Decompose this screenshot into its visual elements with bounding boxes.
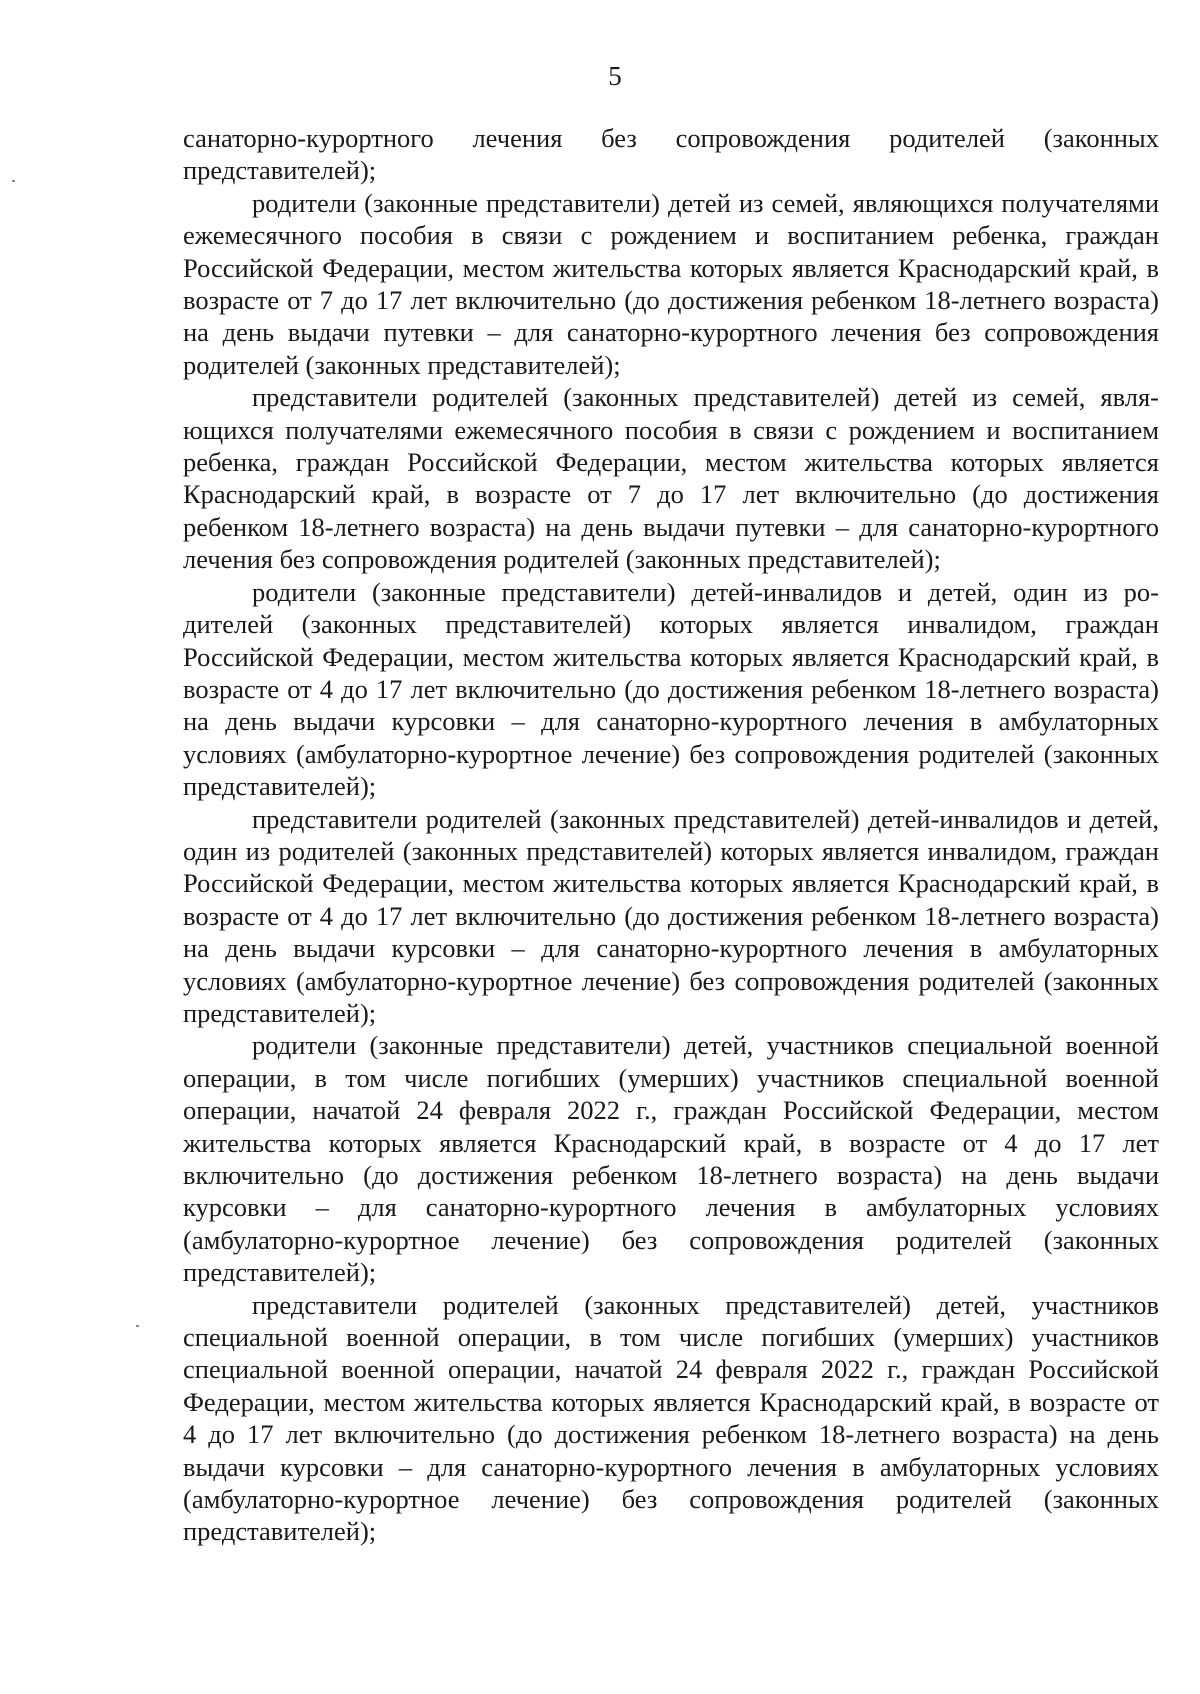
document-body: [183, 122, 1159, 1548]
scan-speck: [136, 1325, 139, 1327]
paragraph-representatives-monthly-allowance: представители родителей (законных представителей) детей из семей, являющихся получателями ежемесячного пособия в связи с рождением и воспитанием ребенка, граждан Российской Федерации, местом жительства которых является Краснодарский край, в возрасте от 7 до 17 лет включительно (до достижения ребенком 18-летнего возраста) на день выдачи путевки – для санаторно-курортного лечения без сопровождения родителей (законных представителей);: [183, 382, 1159, 575]
paragraph-representatives-svo-participants: представители родителей (законных представителей) детей, участников специальной военной операции, в том числе погибших (умерших) участников специальной военной операции, начатой 24 февраля 2022 г., граждан Российской Федерации, местом жительства которых является Краснодарский край, в возрасте от 4 до 17 лет включительно (до достижения ребенком 18-летнего возраста) на день выдачи курсовки – для санаторно-курортного лечения в амбулаторных условиях (амбулаторно-курортное лечение) без сопровождения родителей (законных представителей);: [183, 1289, 1159, 1547]
paragraph-parents-disabled-children: родители (законные представители) детей-инвалидов и детей, один из родителей (законных представителей) которых является инвалидом, граждан Российской Федерации, местом жительства которых является Краснодарский край, в возрасте от 4 до 17 лет включительно (до достижения ребенком 18-летнего возраста) на день выдачи курсовки – для санаторно-курортного лечения в амбулаторных условиях (амбулаторно-курортное лечение) без сопровождения родителей (законных представителей);: [183, 576, 1159, 802]
scan-speck: [12, 180, 15, 182]
paragraph-representatives-disabled-children: представители родителей (законных представителей) детей-инвалидов и детей, один из родителей (законных представителей) которых является инвалидом, граждан Российской Федерации, местом жительства которых является Краснодарский край, в возрасте от 4 до 17 лет включительно (до достижения ребенком 18-летнего возраста) на день выдачи курсовки – для санаторно-курортного лечения в амбулаторных условиях (амбулаторно-курортное лечение) без сопровождения родителей (законных представителей);: [183, 803, 1159, 1028]
paragraph-parents-monthly-allowance: родители (законные представители) детей из семей, являющихся получателями ежемесячного пособия в связи с рождением и воспитанием ребенка, граждан Российской Федерации, местом жительства которых является Краснодарский край, в возрасте от 7 до 17 лет включительно (до достижения ребенком 18-летнего возраста) на день выдачи путевки – для санаторно-курортного лечения без сопровождения родителей (законных представителей);: [183, 187, 1159, 380]
paragraph-continuation: санаторно-курортного лечения без сопровождения родителей (законных представителей);: [183, 123, 1159, 186]
paragraph-parents-svo-participants: родители (законные представители) детей, участников специальной военной операции, в том числе погибших (умерших) участников специальной военной операции, начатой 24 февраля 2022 г., граждан Российской Федерации, местом жительства которых является Краснодарский край, в возрасте от 4 до 17 лет включительно (до достижения ребенком 18-летнего возраста) на день выдачи курсовки – для санаторно-курортного лечения в амбулаторных условиях (амбулаторно-курортное лечение) без сопровождения родителей (законных представителей);: [183, 1030, 1159, 1288]
page-number: 5: [608, 61, 622, 91]
